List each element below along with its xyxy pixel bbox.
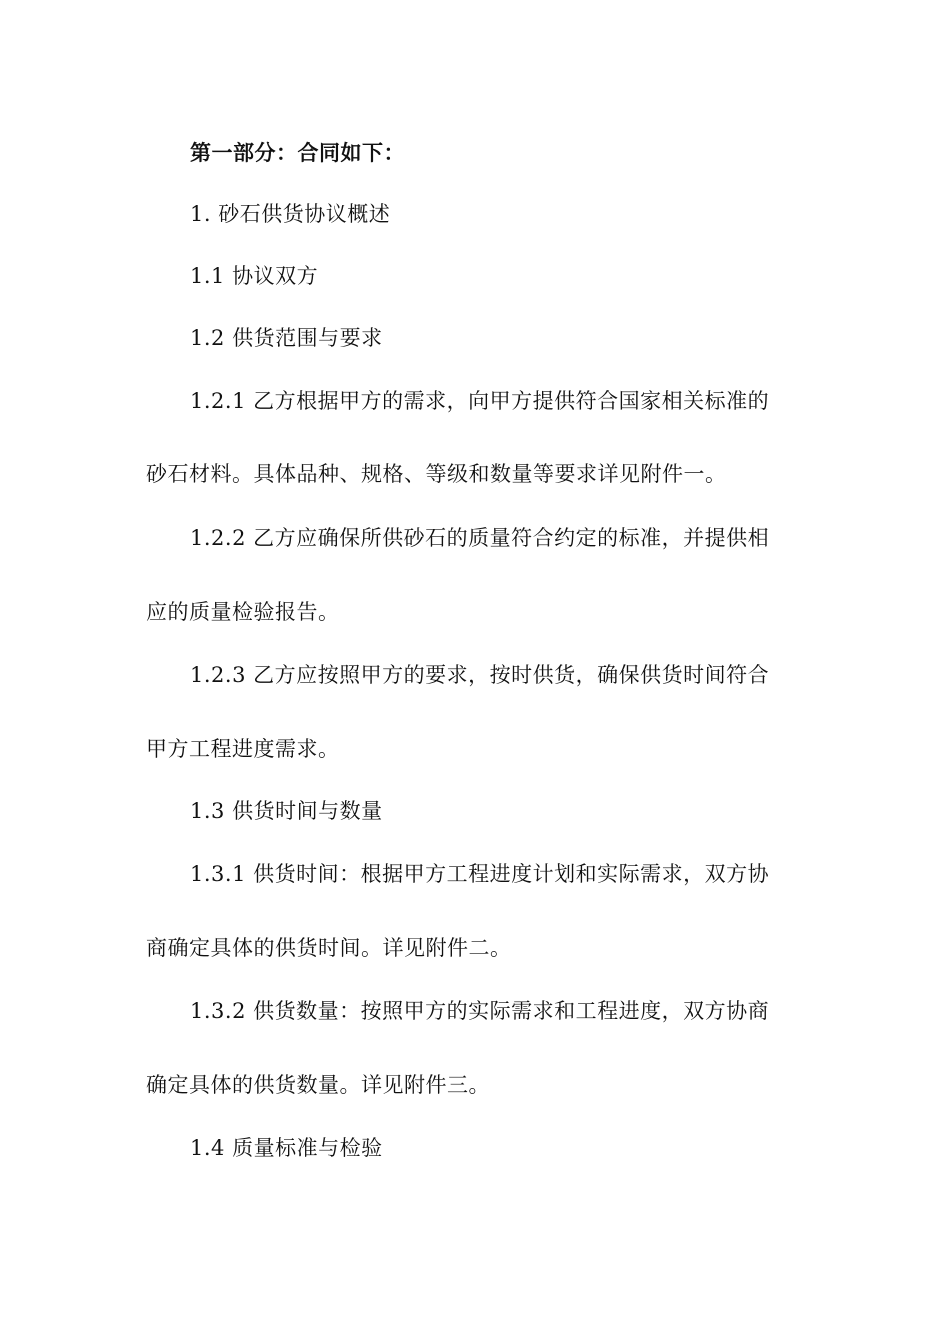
clause-1-2-1-line-1: 1.2.1 乙方根据甲方的需求，向甲方提供符合国家相关标准的 [190,389,770,413]
clause-1-2-2-line-2: 应的质量检验报告。 [146,600,340,624]
clause-1: 1. 砂石供货协议概述 [190,202,391,226]
clause-1-2-2-line-1: 1.2.2 乙方应确保所供砂石的质量符合约定的标准，并提供相 [190,526,770,550]
section-heading: 第一部分：合同如下： [190,140,405,165]
clause-1-3: 1.3 供货时间与数量 [190,799,383,823]
clause-1-2-3-line-2: 甲方工程进度需求。 [146,737,340,761]
clause-1-2-1-line-2: 砂石材料。具体品种、规格、等级和数量等要求详见附件一。 [146,462,727,486]
clause-1-3-1-line-2: 商确定具体的供货时间。详见附件二。 [146,936,512,960]
clause-1-3-2-line-1: 1.3.2 供货数量：按照甲方的实际需求和工程进度，双方协商 [190,999,770,1023]
clause-1-2-3-line-1: 1.2.3 乙方应按照甲方的要求，按时供货，确保供货时间符合 [190,663,770,687]
clause-1-3-2-line-2: 确定具体的供货数量。详见附件三。 [146,1073,490,1097]
clause-1-4: 1.4 质量标准与检验 [190,1136,383,1160]
clause-1-1: 1.1 协议双方 [190,264,319,288]
clause-1-2: 1.2 供货范围与要求 [190,326,383,350]
clause-1-3-1-line-1: 1.3.1 供货时间：根据甲方工程进度计划和实际需求，双方协 [190,862,770,886]
